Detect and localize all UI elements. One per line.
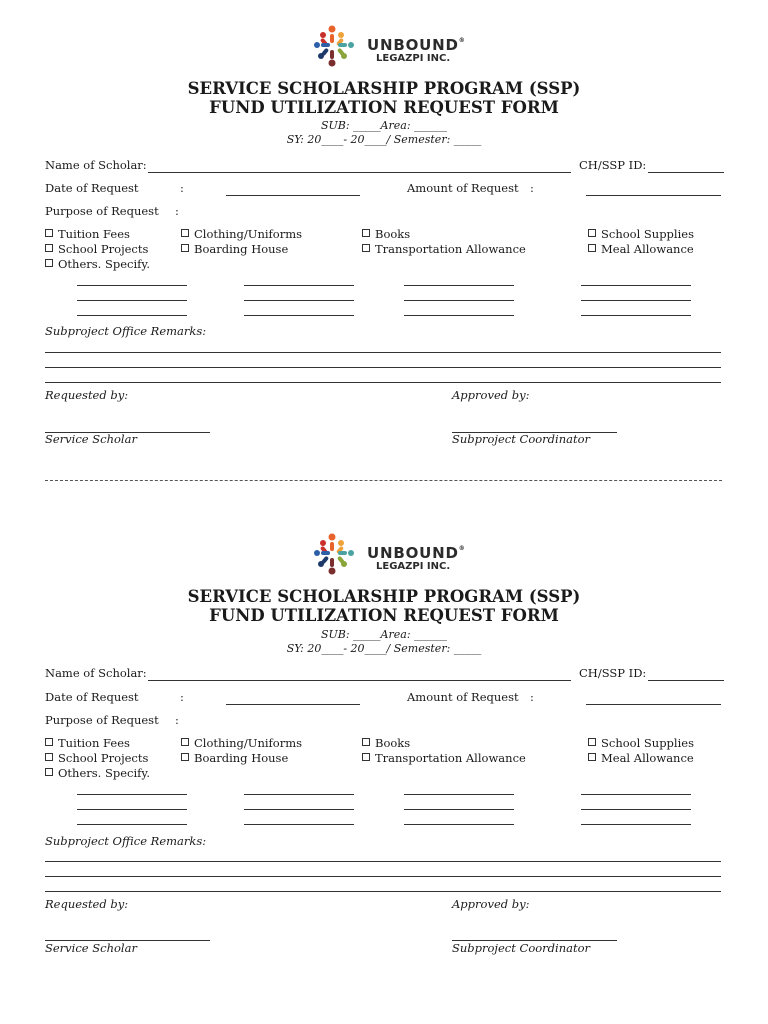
option-label: Tuition Fees — [58, 227, 130, 241]
colon: : — [180, 181, 184, 195]
remarks-label: Subproject Office Remarks: — [45, 324, 207, 338]
form-title-1: SERVICE SCHOLARSHIP PROGRAM (SSP) — [187, 587, 581, 606]
purpose-of-request-label: Purpose of Request — [45, 204, 159, 218]
specify-field[interactable] — [244, 809, 354, 810]
checkbox-meal[interactable] — [588, 753, 694, 765]
sy-semester-line: SY: 20____- 20____/ Semester: _____ — [286, 642, 482, 655]
colon: : — [180, 690, 184, 704]
name-of-scholar-field[interactable] — [148, 680, 571, 681]
cut-line-divider — [45, 480, 722, 481]
specify-field[interactable] — [404, 794, 514, 795]
name-of-scholar-label: Name of Scholar: — [45, 666, 147, 680]
name-of-scholar-label: Name of Scholar: — [45, 158, 147, 172]
ssp-id-label: CH/SSP ID: — [579, 666, 647, 680]
unbound-logo — [310, 23, 470, 69]
checkbox-others[interactable] — [45, 259, 150, 271]
checkbox-clothing[interactable] — [181, 738, 302, 750]
checkbox-projects[interactable] — [45, 753, 148, 765]
service-scholar-label: Service Scholar — [45, 432, 137, 446]
option-label: School Projects — [58, 242, 149, 256]
checkbox-books[interactable] — [362, 229, 410, 241]
remarks-field[interactable] — [45, 861, 721, 862]
specify-field[interactable] — [581, 315, 691, 316]
purpose-of-request-label: Purpose of Request — [45, 713, 159, 727]
option-label: Others. Specify. — [58, 257, 151, 271]
checkbox-icon — [362, 244, 370, 252]
amount-of-request-field[interactable] — [586, 704, 721, 705]
amount-of-request-label: Amount of Request — [407, 181, 519, 195]
checkbox-supplies[interactable] — [588, 229, 694, 241]
brand-sub: LEGAZPI INC. — [376, 53, 451, 64]
checkbox-icon — [588, 738, 596, 746]
checkbox-projects[interactable] — [45, 244, 148, 256]
remarks-field[interactable] — [45, 352, 721, 353]
specify-field[interactable] — [404, 315, 514, 316]
checkbox-icon — [181, 244, 189, 252]
checkbox-transport[interactable] — [362, 244, 526, 256]
specify-field[interactable] — [77, 315, 187, 316]
brand-name: UNBOUND® — [367, 544, 466, 562]
checkbox-icon — [45, 738, 53, 746]
date-of-request-field[interactable] — [226, 704, 360, 705]
specify-field[interactable] — [244, 300, 354, 301]
remarks-field[interactable] — [45, 367, 721, 368]
date-of-request-label: Date of Request — [45, 690, 139, 704]
specify-field[interactable] — [404, 824, 514, 825]
date-of-request-field[interactable] — [226, 195, 360, 196]
specify-field[interactable] — [581, 794, 691, 795]
checkbox-others[interactable] — [45, 768, 150, 780]
specify-field[interactable] — [77, 285, 187, 286]
checkbox-boarding[interactable] — [181, 753, 288, 765]
checkbox-icon — [181, 229, 189, 237]
option-label: School Projects — [58, 751, 149, 765]
checkbox-icon — [588, 229, 596, 237]
date-of-request-label: Date of Request — [45, 181, 139, 195]
form-title-2: FUND UTILIZATION REQUEST FORM — [209, 98, 559, 117]
specify-field[interactable] — [404, 809, 514, 810]
specify-field[interactable] — [404, 300, 514, 301]
option-label: Meal Allowance — [601, 242, 694, 256]
option-label: Transportation Allowance — [375, 751, 526, 765]
unbound-logo-icon — [310, 23, 358, 69]
option-label: Others. Specify. — [58, 766, 151, 780]
option-label: Books — [375, 736, 411, 750]
checkbox-icon — [588, 244, 596, 252]
checkbox-books[interactable] — [362, 738, 410, 750]
checkbox-meal[interactable] — [588, 244, 694, 256]
checkbox-clothing[interactable] — [181, 229, 302, 241]
colon: : — [530, 690, 534, 704]
subproject-coordinator-label: Subproject Coordinator — [452, 432, 591, 446]
checkbox-icon — [45, 259, 53, 267]
registered-mark: ® — [458, 545, 466, 552]
checkbox-icon — [181, 738, 189, 746]
checkbox-tuition[interactable] — [45, 229, 130, 241]
approved-by-label: Approved by: — [452, 897, 530, 911]
checkbox-icon — [362, 738, 370, 746]
option-label: Clothing/Uniforms — [194, 227, 303, 241]
option-label: Boarding House — [194, 751, 289, 765]
ssp-id-label: CH/SSP ID: — [579, 158, 647, 172]
subproject-coordinator-label: Subproject Coordinator — [452, 941, 591, 955]
requested-by-label: Requested by: — [45, 897, 129, 911]
sub-area-line: SUB: _____Area: ______ — [320, 628, 448, 641]
specify-field[interactable] — [404, 285, 514, 286]
checkbox-boarding[interactable] — [181, 244, 288, 256]
form-copy-1 — [0, 0, 768, 509]
form-title-1: SERVICE SCHOLARSHIP PROGRAM (SSP) — [187, 79, 581, 98]
form-title-2: FUND UTILIZATION REQUEST FORM — [209, 606, 559, 625]
option-label: Tuition Fees — [58, 736, 130, 750]
specify-field[interactable] — [77, 794, 187, 795]
specify-field[interactable] — [77, 824, 187, 825]
registered-mark: ® — [458, 37, 466, 44]
requested-by-label: Requested by: — [45, 388, 129, 402]
specify-field[interactable] — [244, 824, 354, 825]
colon: : — [175, 713, 179, 727]
checkbox-icon — [45, 229, 53, 237]
option-label: Transportation Allowance — [375, 242, 526, 256]
service-scholar-label: Service Scholar — [45, 941, 137, 955]
checkbox-icon — [362, 229, 370, 237]
specify-field[interactable] — [244, 794, 354, 795]
remarks-field[interactable] — [45, 891, 721, 892]
checkbox-icon — [181, 753, 189, 761]
checkbox-icon — [45, 753, 53, 761]
checkbox-icon — [588, 753, 596, 761]
name-of-scholar-field[interactable] — [148, 172, 571, 173]
brand-name: UNBOUND® — [367, 36, 466, 54]
checkbox-tuition[interactable] — [45, 738, 130, 750]
specify-field[interactable] — [581, 809, 691, 810]
specify-field[interactable] — [244, 285, 354, 286]
checkbox-icon — [45, 768, 53, 776]
option-label: School Supplies — [601, 227, 694, 241]
ssp-id-field[interactable] — [648, 172, 724, 173]
remarks-field[interactable] — [45, 382, 721, 383]
specify-field[interactable] — [77, 300, 187, 301]
approved-by-label: Approved by: — [452, 388, 530, 402]
form-copy-2 — [0, 509, 768, 1024]
colon: : — [175, 204, 179, 218]
unbound-logo-icon — [310, 531, 358, 577]
checkbox-supplies[interactable] — [588, 738, 694, 750]
sub-area-line: SUB: _____Area: ______ — [320, 119, 448, 132]
checkbox-icon — [362, 753, 370, 761]
remarks-field[interactable] — [45, 876, 721, 877]
specify-field[interactable] — [581, 285, 691, 286]
option-label: Boarding House — [194, 242, 289, 256]
unbound-logo — [310, 531, 470, 577]
brand-sub: LEGAZPI INC. — [376, 561, 451, 572]
remarks-label: Subproject Office Remarks: — [45, 834, 207, 848]
amount-of-request-label: Amount of Request — [407, 690, 519, 704]
option-label: Clothing/Uniforms — [194, 736, 303, 750]
specify-field[interactable] — [581, 300, 691, 301]
option-label: Books — [375, 227, 411, 241]
specify-field[interactable] — [77, 809, 187, 810]
specify-field[interactable] — [581, 824, 691, 825]
option-label: Meal Allowance — [601, 751, 694, 765]
option-label: School Supplies — [601, 736, 694, 750]
checkbox-transport[interactable] — [362, 753, 526, 765]
checkbox-icon — [45, 244, 53, 252]
ssp-id-field[interactable] — [648, 680, 724, 681]
specify-field[interactable] — [244, 315, 354, 316]
sy-semester-line: SY: 20____- 20____/ Semester: _____ — [286, 133, 482, 146]
colon: : — [530, 181, 534, 195]
amount-of-request-field[interactable] — [586, 195, 721, 196]
